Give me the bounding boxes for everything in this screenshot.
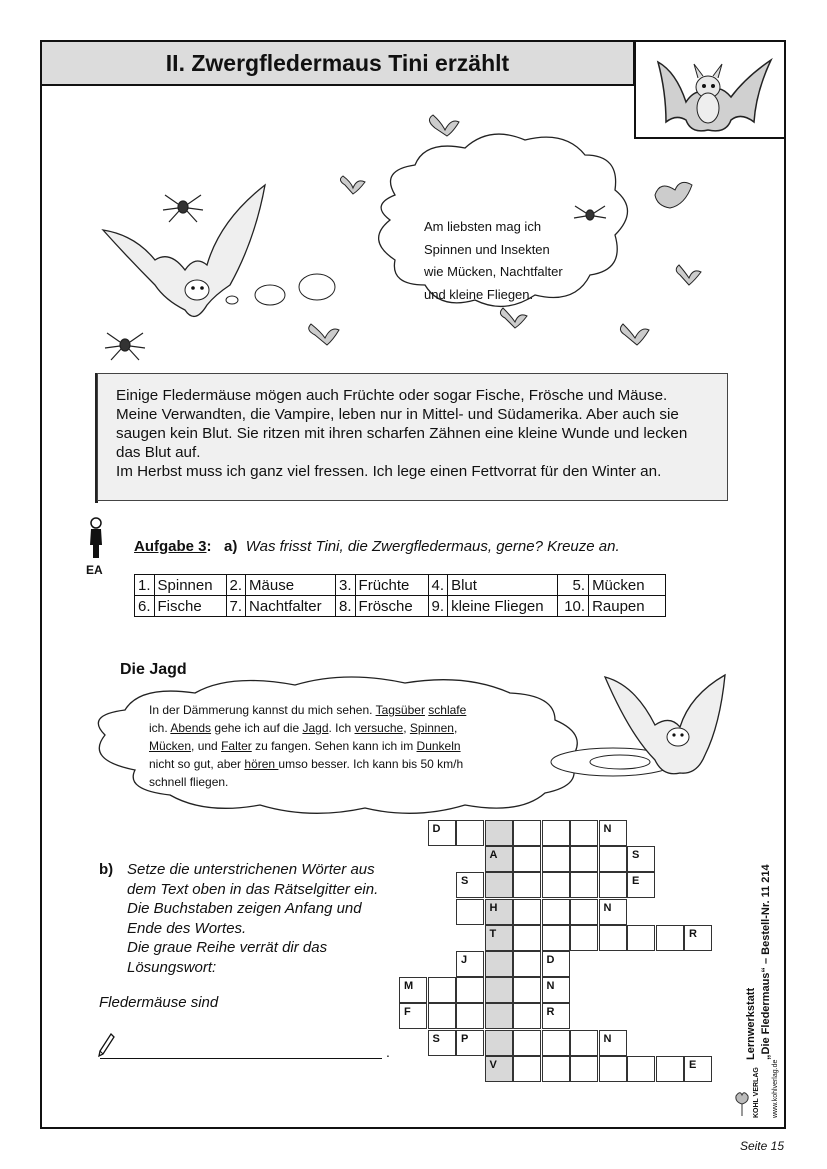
crossword-cell[interactable]: N bbox=[542, 977, 570, 1003]
choices-table bbox=[134, 574, 666, 617]
crossword-cell[interactable]: J bbox=[456, 951, 484, 977]
jagd-underlined-word: Jagd bbox=[302, 721, 329, 735]
jagd-line bbox=[149, 737, 529, 755]
crossword-cell[interactable] bbox=[570, 899, 598, 925]
thought-line: und kleine Fliegen. bbox=[424, 286, 534, 302]
choice-cell[interactable]: kleine Fliegen bbox=[448, 596, 558, 617]
bat-thought-illustration bbox=[95, 110, 735, 370]
jagd-line bbox=[149, 701, 529, 719]
crossword-cell[interactable] bbox=[513, 899, 541, 925]
task3-label: Aufgabe 3 bbox=[134, 538, 207, 555]
task3-colon: : bbox=[206, 538, 212, 555]
crossword-cell[interactable] bbox=[428, 1003, 456, 1029]
task-b-line: Ende des Wortes. bbox=[127, 919, 247, 937]
task-b-line: Die Buchstaben zeigen Anfang und bbox=[127, 900, 362, 917]
crossword-cell[interactable] bbox=[485, 1030, 513, 1056]
crossword-cell[interactable] bbox=[656, 925, 684, 951]
crossword-cell[interactable]: M bbox=[399, 977, 427, 1003]
choice-number: 8. bbox=[336, 596, 356, 617]
side-order-number: „Die Fledermaus“ – Bestell-Nr. 11 214 bbox=[760, 864, 772, 1060]
task-b-line: Die graue Reihe verrät dir das bbox=[127, 939, 328, 956]
crossword-cell[interactable] bbox=[513, 1056, 541, 1082]
crossword-cell[interactable]: S bbox=[456, 872, 484, 898]
crossword-cell[interactable] bbox=[627, 1056, 655, 1082]
task3-question: Was frisst Tini, die Zwergfledermaus, gerne? Kreuze an. bbox=[245, 538, 620, 555]
choice-number: 10. bbox=[558, 596, 589, 617]
crossword-cell[interactable]: E bbox=[684, 1056, 712, 1082]
crossword-cell[interactable] bbox=[485, 872, 513, 898]
crossword-cell[interactable] bbox=[542, 820, 570, 846]
info-line: das Blut auf. bbox=[116, 444, 201, 461]
crossword-cell[interactable]: R bbox=[684, 925, 712, 951]
task3-line bbox=[134, 538, 620, 555]
thought-line: wie Mücken, Nachtfalter bbox=[424, 264, 563, 279]
choice-cell[interactable]: Blut bbox=[448, 575, 558, 596]
choice-number: 4. bbox=[428, 575, 448, 596]
choice-number: 2. bbox=[226, 575, 246, 596]
crossword-cell[interactable]: P bbox=[456, 1030, 484, 1056]
crossword-cell[interactable] bbox=[627, 925, 655, 951]
answer-line[interactable] bbox=[100, 1058, 382, 1059]
page-number: Seite 15 bbox=[739, 1139, 784, 1153]
crossword-cell[interactable] bbox=[599, 1056, 627, 1082]
choices-row bbox=[135, 575, 666, 596]
crossword-cell[interactable]: H bbox=[485, 899, 513, 925]
jagd-underlined-word: Abends bbox=[170, 721, 212, 735]
task-b bbox=[99, 860, 378, 977]
crossword-cell[interactable]: R bbox=[542, 1003, 570, 1029]
crossword-cell[interactable] bbox=[513, 977, 541, 1003]
answer-prompt: Fledermäuse sind bbox=[99, 994, 219, 1011]
crossword-cell[interactable] bbox=[485, 951, 513, 977]
crossword-cell[interactable] bbox=[513, 820, 541, 846]
choice-cell[interactable]: Frösche bbox=[355, 596, 428, 617]
choice-number: 3. bbox=[336, 575, 356, 596]
crossword-cell[interactable] bbox=[513, 846, 541, 872]
jagd-underlined-word: Tagsüber bbox=[375, 703, 425, 717]
crossword-cell[interactable] bbox=[456, 820, 484, 846]
publisher-name: KOHL VERLAG bbox=[753, 1067, 760, 1118]
crossword-cell[interactable] bbox=[513, 925, 541, 951]
crossword-cell[interactable] bbox=[513, 1030, 541, 1056]
jagd-line: schnell fliegen. bbox=[149, 775, 229, 789]
choice-cell[interactable]: Mäuse bbox=[246, 575, 336, 596]
jagd-text-part: umso besser. Ich kann bis 50 km/h bbox=[278, 757, 464, 771]
publisher-logo-icon bbox=[732, 1090, 752, 1118]
jagd-line bbox=[149, 719, 529, 737]
choice-cell[interactable]: Früchte bbox=[355, 575, 428, 596]
crossword-cell[interactable] bbox=[485, 820, 513, 846]
side-title: Lernwerkstatt bbox=[745, 987, 757, 1060]
task-b-line: Setze die unterstrichenen Wörter aus bbox=[127, 861, 375, 878]
crossword-cell[interactable] bbox=[570, 1030, 598, 1056]
jagd-title: Die Jagd bbox=[120, 661, 187, 678]
ea-label: EA bbox=[86, 563, 103, 577]
crossword-cell[interactable] bbox=[428, 977, 456, 1003]
info-box bbox=[97, 373, 728, 501]
crossword-cell[interactable] bbox=[456, 899, 484, 925]
task-b-label: b) bbox=[99, 861, 114, 878]
crossword-cell[interactable]: D bbox=[428, 820, 456, 846]
info-line: saugen kein Blut. Sie ritzen mit ihren scharfen Zähnen eine kleine Wunde und lecken bbox=[116, 425, 688, 442]
crossword-cell[interactable]: T bbox=[485, 925, 513, 951]
thought-line: Am liebsten mag ich bbox=[424, 219, 542, 234]
choice-cell[interactable]: Fische bbox=[154, 596, 226, 617]
jagd-underlined-word: Falter bbox=[221, 739, 252, 753]
crossword-cell[interactable] bbox=[599, 846, 627, 872]
crossword-cell[interactable] bbox=[485, 1003, 513, 1029]
crossword-cell[interactable]: V bbox=[485, 1056, 513, 1082]
info-line: Im Herbst muss ich ganz viel fressen. Ich lege einen Fettvorrat für den Winter an. bbox=[116, 463, 662, 480]
choices-row bbox=[135, 596, 666, 617]
choice-cell[interactable]: Raupen bbox=[589, 596, 666, 617]
thought-bubble-text bbox=[424, 216, 604, 306]
crossword-cell[interactable] bbox=[570, 872, 598, 898]
jagd-text-part: , bbox=[403, 721, 410, 735]
choice-number: 5. bbox=[558, 575, 589, 596]
crossword-cell[interactable] bbox=[656, 1056, 684, 1082]
task-b-line: Lösungswort: bbox=[127, 958, 217, 976]
jagd-text-part: zu fangen. Sehen kann ich im bbox=[251, 739, 417, 753]
choice-number: 1. bbox=[135, 575, 155, 596]
task3-part-a: a) bbox=[224, 538, 238, 555]
crossword-cell[interactable] bbox=[599, 925, 627, 951]
answer-dot: . bbox=[386, 1044, 390, 1060]
page-title: II. Zwergfledermaus Tini erzählt bbox=[40, 40, 635, 86]
crossword-cell[interactable] bbox=[456, 1003, 484, 1029]
crossword-cell[interactable] bbox=[542, 925, 570, 951]
jagd-text-part: gehe ich auf die bbox=[211, 721, 303, 735]
jagd-underlined-word: hören bbox=[244, 757, 279, 771]
choice-cell[interactable]: Nachtfalter bbox=[246, 596, 336, 617]
crossword-cell[interactable]: E bbox=[627, 872, 655, 898]
crossword-cell[interactable]: F bbox=[399, 1003, 427, 1029]
jagd-text-part: . Ich bbox=[328, 721, 355, 735]
jagd-underlined-word: schlafe bbox=[428, 703, 467, 717]
info-line: Einige Fledermäuse mögen auch Früchte oder sogar Fische, Frösche und Mäuse. bbox=[116, 387, 668, 404]
choice-number: 7. bbox=[226, 596, 246, 617]
crossword-cell[interactable] bbox=[570, 925, 598, 951]
task-b-instructions bbox=[127, 860, 378, 977]
crossword-cell[interactable] bbox=[542, 872, 570, 898]
crossword-cell[interactable] bbox=[513, 872, 541, 898]
crossword-cell[interactable] bbox=[542, 846, 570, 872]
crossword-cell[interactable]: D bbox=[542, 951, 570, 977]
crossword-cell[interactable] bbox=[542, 1056, 570, 1082]
task-b-line: dem Text oben in das Rätselgitter ein. bbox=[127, 880, 379, 898]
crossword-cell[interactable] bbox=[542, 1030, 570, 1056]
choice-cell[interactable]: Spinnen bbox=[154, 575, 226, 596]
crossword-cell[interactable] bbox=[570, 1056, 598, 1082]
crossword-cell[interactable]: N bbox=[599, 899, 627, 925]
jagd-underlined-word: Dunkeln bbox=[416, 739, 461, 753]
crossword-cell[interactable] bbox=[599, 872, 627, 898]
choice-number: 9. bbox=[428, 596, 448, 617]
crossword-cell[interactable]: A bbox=[485, 846, 513, 872]
jagd-text-part: In der Dämmerung kannst du mich sehen. bbox=[149, 703, 376, 717]
person-icon bbox=[86, 515, 106, 560]
crossword-cell[interactable] bbox=[570, 820, 598, 846]
crossword-cell[interactable] bbox=[570, 846, 598, 872]
jagd-line bbox=[149, 755, 529, 773]
jagd-text-part: ich. bbox=[149, 721, 171, 735]
crossword-cell[interactable] bbox=[513, 951, 541, 977]
jagd-text-part: , und bbox=[191, 739, 222, 753]
crossword-cell[interactable]: S bbox=[627, 846, 655, 872]
thought-line: Spinnen und Insekten bbox=[424, 241, 550, 257]
jagd-underlined-word: Spinnen bbox=[409, 721, 454, 735]
publisher-url: www.kohlverlag.de bbox=[772, 1059, 779, 1118]
crossword-cell[interactable]: S bbox=[428, 1030, 456, 1056]
jagd-text-part: nicht so gut, aber bbox=[149, 757, 245, 771]
info-line: Meine Verwandten, die Vampire, leben nur in Mittel- und Südamerika. Aber auch sie bbox=[116, 406, 679, 423]
crossword-cell[interactable]: N bbox=[599, 1030, 627, 1056]
crossword-cell[interactable] bbox=[513, 1003, 541, 1029]
choice-number: 6. bbox=[135, 596, 155, 617]
jagd-underlined-word: versuche bbox=[354, 721, 404, 735]
crossword-cell[interactable] bbox=[456, 977, 484, 1003]
choice-cell[interactable]: Mücken bbox=[589, 575, 666, 596]
pencil-icon bbox=[97, 1032, 115, 1058]
jagd-underlined-word: Mücken bbox=[149, 739, 192, 753]
jagd-text-part: , bbox=[453, 721, 458, 735]
crossword-cell[interactable] bbox=[542, 899, 570, 925]
jagd-text bbox=[149, 701, 529, 791]
crossword-cell[interactable] bbox=[485, 977, 513, 1003]
crossword-cell[interactable]: N bbox=[599, 820, 627, 846]
